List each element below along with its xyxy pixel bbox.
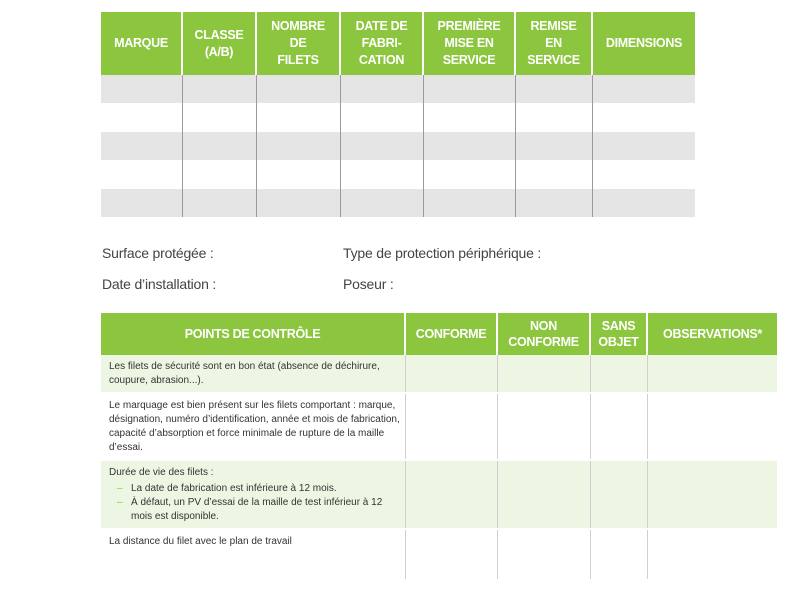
table-cell[interactable] <box>256 103 340 131</box>
non-conforme-cell[interactable] <box>497 355 590 393</box>
table-cell[interactable] <box>340 132 423 160</box>
table-cell[interactable] <box>592 75 695 103</box>
sans-objet-cell[interactable] <box>590 355 647 393</box>
table-row <box>101 355 777 393</box>
sans-objet-cell[interactable] <box>590 529 647 580</box>
table-cell[interactable] <box>182 160 256 188</box>
nets-table-header-row <box>101 12 695 75</box>
observations-cell[interactable] <box>647 460 777 529</box>
table-cell[interactable] <box>592 103 695 131</box>
sans-objet-cell[interactable] <box>590 393 647 460</box>
table-cell[interactable] <box>515 103 592 131</box>
table-row <box>101 160 695 188</box>
table-cell[interactable] <box>182 132 256 160</box>
observations-cell[interactable] <box>647 529 777 580</box>
date-installation-label: Date d’installation : <box>102 276 217 292</box>
control-points-table <box>101 313 777 581</box>
header-conforme: CONFORME <box>405 313 497 355</box>
bullet-item: – La date de fabrication est inférieure à 12 mois. <box>109 482 401 496</box>
table-cell[interactable] <box>101 75 182 103</box>
table-cell[interactable] <box>515 189 592 217</box>
header-nombre-filets: NOMBRE DE FILETS <box>256 12 340 75</box>
header-premiere-mise-en-service: PREMIÈRE MISE EN SERVICE <box>423 12 515 75</box>
conforme-cell[interactable] <box>405 355 497 393</box>
header-date-fabrication: DATE DE FABRI- CATION <box>340 12 423 75</box>
table-row <box>101 460 777 529</box>
control-point-text: Les filets de sécurité sont en bon état (absence de déchirure, coupure, abrasion...). <box>101 355 405 393</box>
table-cell[interactable] <box>592 160 695 188</box>
conforme-cell[interactable] <box>405 460 497 529</box>
non-conforme-cell[interactable] <box>497 393 590 460</box>
table-cell[interactable] <box>423 160 515 188</box>
table-cell[interactable] <box>340 103 423 131</box>
bullet-list <box>109 482 401 524</box>
non-conforme-cell[interactable] <box>497 460 590 529</box>
table-cell[interactable] <box>515 132 592 160</box>
table-row <box>101 189 695 217</box>
table-cell[interactable] <box>423 189 515 217</box>
table-cell[interactable] <box>340 75 423 103</box>
table-row <box>101 103 695 131</box>
table-row <box>101 75 695 103</box>
observations-cell[interactable] <box>647 393 777 460</box>
table-cell[interactable] <box>423 103 515 131</box>
control-point-text: Durée de vie des filets : <box>109 467 214 478</box>
observations-cell[interactable] <box>647 355 777 393</box>
table-cell[interactable] <box>423 132 515 160</box>
header-classe: CLASSE (A/B) <box>182 12 256 75</box>
table-cell[interactable] <box>256 189 340 217</box>
conforme-cell[interactable] <box>405 393 497 460</box>
header-remise-en-service: REMISE EN SERVICE <box>515 12 592 75</box>
table-cell[interactable] <box>423 75 515 103</box>
control-table-header-row <box>101 313 777 355</box>
table-cell[interactable] <box>101 132 182 160</box>
table-cell[interactable] <box>340 189 423 217</box>
table-cell[interactable] <box>182 103 256 131</box>
poseur-label: Poseur : <box>343 276 394 292</box>
table-cell[interactable] <box>256 160 340 188</box>
header-points-de-controle: POINTS DE CONTRÔLE <box>101 313 405 355</box>
conforme-cell[interactable] <box>405 529 497 580</box>
header-marque: MARQUE <box>101 12 182 75</box>
table-cell[interactable] <box>182 189 256 217</box>
control-point-text: Le marquage est bien présent sur les filets comportant : marque, désignation, numéro d’identification, année et mois de fabrication, capacité d’absorption et force minimale de rupture de la maille d’essai. <box>101 393 405 460</box>
table-cell[interactable] <box>592 189 695 217</box>
table-cell[interactable] <box>101 103 182 131</box>
surface-protegee-label: Surface protégée : <box>102 245 214 261</box>
control-point-text: La distance du filet avec le plan de travail <box>101 529 405 580</box>
table-cell[interactable] <box>101 160 182 188</box>
table-row <box>101 393 777 460</box>
header-observations: OBSERVATIONS* <box>647 313 777 355</box>
table-cell[interactable] <box>182 75 256 103</box>
header-sans-objet: SANS OBJET <box>590 313 647 355</box>
table-cell[interactable] <box>592 132 695 160</box>
nets-table <box>101 12 695 217</box>
table-cell[interactable] <box>256 132 340 160</box>
bullet-item: – À défaut, un PV d’essai de la maille de test inférieur à 12 mois est disponible. <box>109 496 401 524</box>
table-cell[interactable] <box>515 75 592 103</box>
control-point-cell <box>101 460 405 529</box>
header-non-conforme: NON CONFORME <box>497 313 590 355</box>
type-protection-label: Type de protection périphérique : <box>343 245 542 261</box>
table-cell[interactable] <box>340 160 423 188</box>
header-dimensions: DIMENSIONS <box>592 12 695 75</box>
table-cell[interactable] <box>101 189 182 217</box>
non-conforme-cell[interactable] <box>497 529 590 580</box>
table-row <box>101 132 695 160</box>
table-cell[interactable] <box>515 160 592 188</box>
sans-objet-cell[interactable] <box>590 460 647 529</box>
table-row <box>101 529 777 580</box>
table-cell[interactable] <box>256 75 340 103</box>
